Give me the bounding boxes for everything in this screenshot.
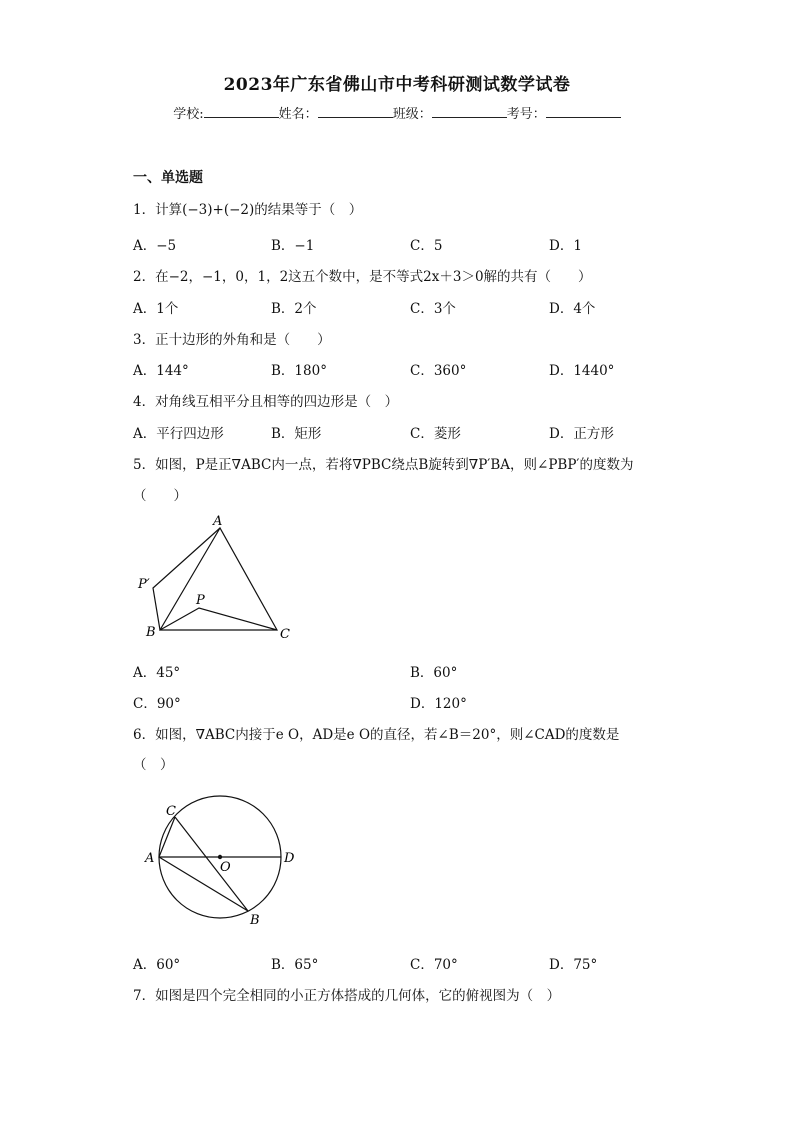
school-label: 学校: <box>173 107 204 122</box>
question-2-stem: 2．在−2，−1，0，1，2这五个数中，是不等式2x＋3＞0解的共有（ ） <box>133 269 592 285</box>
q1-option-c: C．5 <box>410 238 443 254</box>
number-label: 考号： <box>506 107 546 122</box>
label-d: D <box>284 851 295 866</box>
q6-option-c: C．70° <box>410 957 458 973</box>
q4-option-b: B．矩形 <box>271 426 322 442</box>
q4-option-d: D．正方形 <box>549 426 614 442</box>
q2-option-b: B．2个 <box>271 301 317 317</box>
q2-option-c: C．3个 <box>410 301 456 317</box>
q5-option-d: D．120° <box>410 696 467 712</box>
question-6-stem: 6．如图，∇ABC内接于e O，AD是e O的直径，若∠B＝20°，则∠CAD的度数是 <box>133 727 620 743</box>
label-b: B <box>250 913 260 928</box>
question-1-stem: 1．计算(−3)+(−2)的结果等于（ ） <box>133 202 363 218</box>
q1-option-b: B．−1 <box>271 238 315 254</box>
question-3-stem: 3．正十边形的外角和是（ ） <box>133 332 331 348</box>
q1-option-a: A．−5 <box>133 238 177 254</box>
q2-option-d: D．4个 <box>549 301 596 317</box>
figure-q6-circle <box>140 790 310 930</box>
class-blank <box>432 105 507 118</box>
triangle-abc <box>159 817 248 911</box>
q6-option-b: B．65° <box>271 957 319 973</box>
q4-option-c: C．菱形 <box>410 426 461 442</box>
q3-option-a: A．144° <box>133 363 189 379</box>
question-7-stem: 7．如图是四个完全相同的小正方体搭成的几何体，它的俯视图为（ ） <box>133 988 561 1004</box>
question-6-stem-cont: （ ） <box>133 757 174 773</box>
q5-option-a: A．45° <box>133 665 181 681</box>
label-c: C <box>166 804 176 819</box>
figure-q5-triangle <box>130 508 310 648</box>
exam-title: 2023年广东省佛山市中考科研测试数学试卷 <box>223 75 571 95</box>
name-blank <box>318 105 393 118</box>
section-title: 一、单选题 <box>133 170 203 186</box>
center-point-o <box>218 855 222 859</box>
q3-option-b: B．180° <box>271 363 327 379</box>
q6-option-d: D．75° <box>549 957 598 973</box>
label-p: P <box>196 593 205 608</box>
q3-option-c: C．360° <box>410 363 467 379</box>
q3-option-d: D．1440° <box>549 363 615 379</box>
label-b: B <box>146 625 156 640</box>
q2-option-a: A．1个 <box>133 301 179 317</box>
q5-option-b: B．60° <box>410 665 458 681</box>
number-blank <box>546 105 621 118</box>
label-a: A <box>145 851 155 866</box>
triangle-abc <box>160 528 277 630</box>
q5-option-c: C．90° <box>133 696 181 712</box>
school-blank <box>204 105 279 118</box>
name-label: 姓名： <box>278 107 318 122</box>
q1-option-d: D．1 <box>549 238 582 254</box>
q4-option-a: A．平行四边形 <box>133 426 224 442</box>
label-p-prime: P′ <box>138 577 150 592</box>
segments-bp-pc <box>160 608 277 630</box>
q6-option-a: A．60° <box>133 957 181 973</box>
question-4-stem: 4．对角线互相平分且相等的四边形是（ ） <box>133 394 399 410</box>
question-5-stem: 5．如图，P是正∇ABC内一点，若将∇PBC绕点B旋转到∇P′BA，则∠PBP′的度数为 <box>133 457 634 473</box>
label-o: O <box>220 860 231 875</box>
class-label: 班级： <box>392 107 432 122</box>
question-5-stem-cont: （ ） <box>133 488 187 504</box>
label-c: C <box>280 627 290 642</box>
label-a: A <box>213 514 223 529</box>
student-info-line <box>0 103 794 122</box>
